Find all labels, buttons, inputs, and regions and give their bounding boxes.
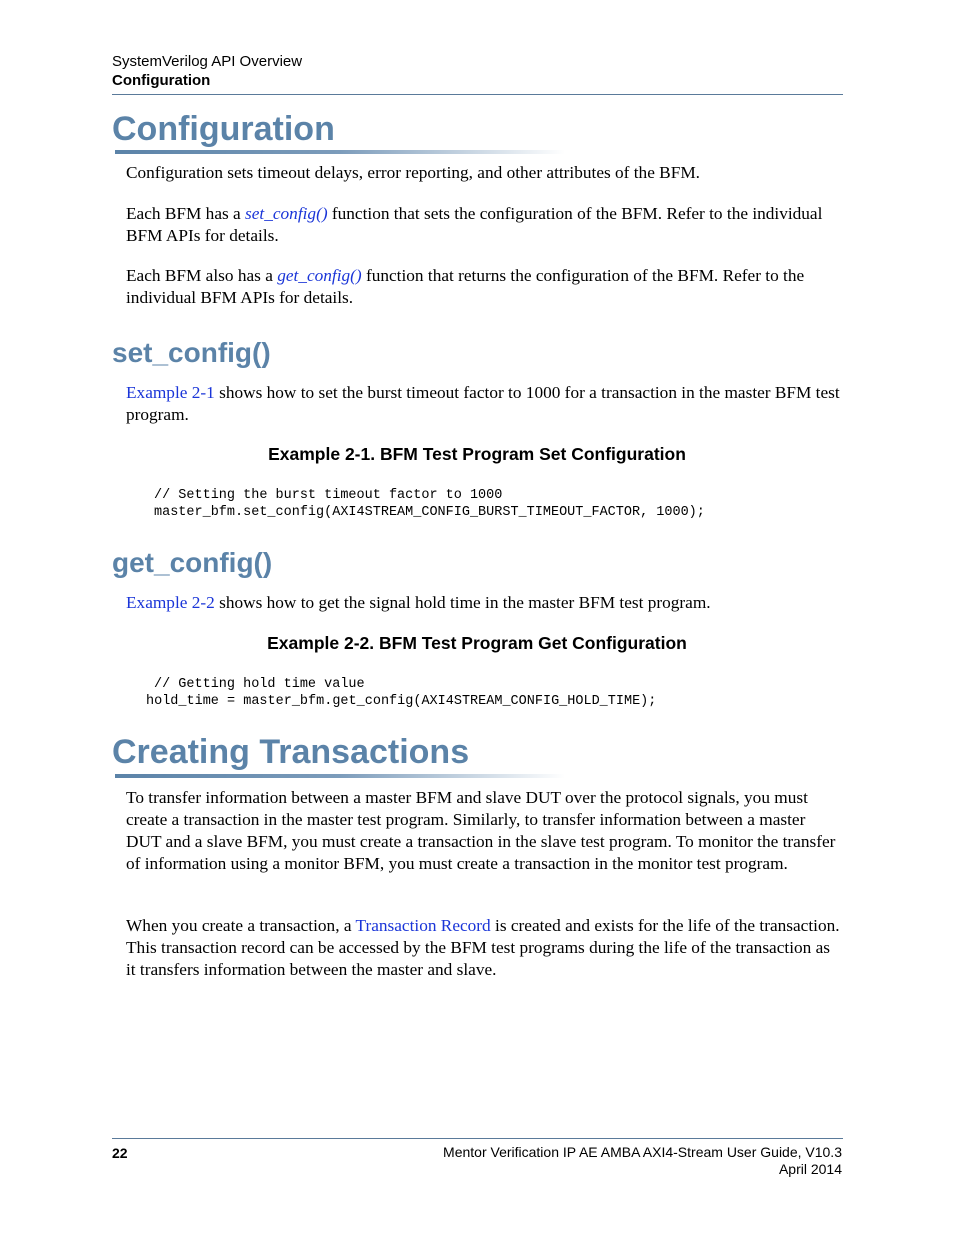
running-header	[112, 52, 843, 90]
heading-set-config: set_config()	[112, 337, 271, 368]
code-line: // Setting the burst timeout factor to 1000	[154, 488, 503, 503]
text: shows how to get the signal hold time in the master BFM test program.	[214, 593, 711, 612]
text: is created and exists for the life of the transaction. This transaction record can be accessed by the BFM test programs during the life of the transaction as it transfers information between the master and slave.	[126, 916, 840, 979]
text: function that returns the configuration of the BFM. Refer to the individual BFM APIs for details.	[126, 266, 805, 307]
footer-doc-title: Mentor Verification IP AE AMBA AXI4-Stream User Guide, V10.3	[443, 1144, 842, 1160]
paragraph-set-config-ref	[126, 203, 842, 247]
code-line: master_bfm.set_config(AXI4STREAM_CONFIG_BURST_TIMEOUT_FACTOR, 1000);	[154, 505, 705, 520]
header-section: SystemVerilog API Overview	[112, 53, 303, 70]
heading-underline	[115, 150, 565, 154]
header-rule	[112, 94, 843, 95]
heading-configuration: Configuration	[112, 110, 335, 148]
text: Each BFM has a	[126, 204, 246, 223]
code-line: hold_time = master_bfm.get_config(AXI4STREAM_CONFIG_HOLD_TIME);	[146, 694, 657, 709]
paragraph-configuration-intro: Configuration sets timeout delays, error reporting, and other attributes of the BFM.	[126, 163, 701, 182]
heading-creating-transactions: Creating Transactions	[112, 733, 470, 771]
link-set-config[interactable]: set_config()	[245, 204, 328, 223]
text: shows how to set the burst timeout factor to 1000 for a transaction in the master BFM test program.	[126, 383, 840, 424]
caption-example-2-1: Example 2-1. BFM Test Program Set Configuration	[268, 444, 686, 464]
paragraph-get-config-ref	[126, 265, 842, 309]
footer-info	[400, 1144, 842, 1178]
heading-underline	[115, 774, 565, 778]
caption-example-2-2: Example 2-2. BFM Test Program Get Configuration	[267, 633, 687, 653]
code-line: // Getting hold time value	[154, 677, 365, 692]
footer-date: April 2014	[778, 1161, 842, 1177]
link-example-2-1[interactable]: Example 2-1	[126, 383, 215, 402]
footer-rule	[112, 1138, 843, 1139]
text: When you create a transaction, a	[126, 916, 356, 935]
paragraph-get-config	[126, 592, 842, 614]
heading-get-config: get_config()	[112, 547, 273, 578]
header-subsection: Configuration	[112, 72, 211, 89]
paragraph-creating-transactions: To transfer information between a master BFM and slave DUT over the protocol signals, you must create a transaction in the master test program. Similarly, to transfer information between a master DUT and a slave BFM, you must create a transaction in the slave test program. To monitor the transfer of information using a monitor BFM, you must create a transaction in the monitor test program.	[126, 788, 836, 873]
paragraph-set-config	[126, 382, 842, 426]
page-number: 22	[112, 1145, 128, 1161]
text: function that sets the configuration of the BFM. Refer to the individual BFM APIs for details.	[126, 204, 823, 245]
link-get-config[interactable]: get_config()	[277, 266, 362, 285]
text: Each BFM also has a	[126, 266, 278, 285]
paragraph-transaction-record	[126, 915, 842, 981]
link-example-2-2[interactable]: Example 2-2	[126, 593, 215, 612]
link-transaction-record[interactable]: Transaction Record	[355, 916, 491, 935]
